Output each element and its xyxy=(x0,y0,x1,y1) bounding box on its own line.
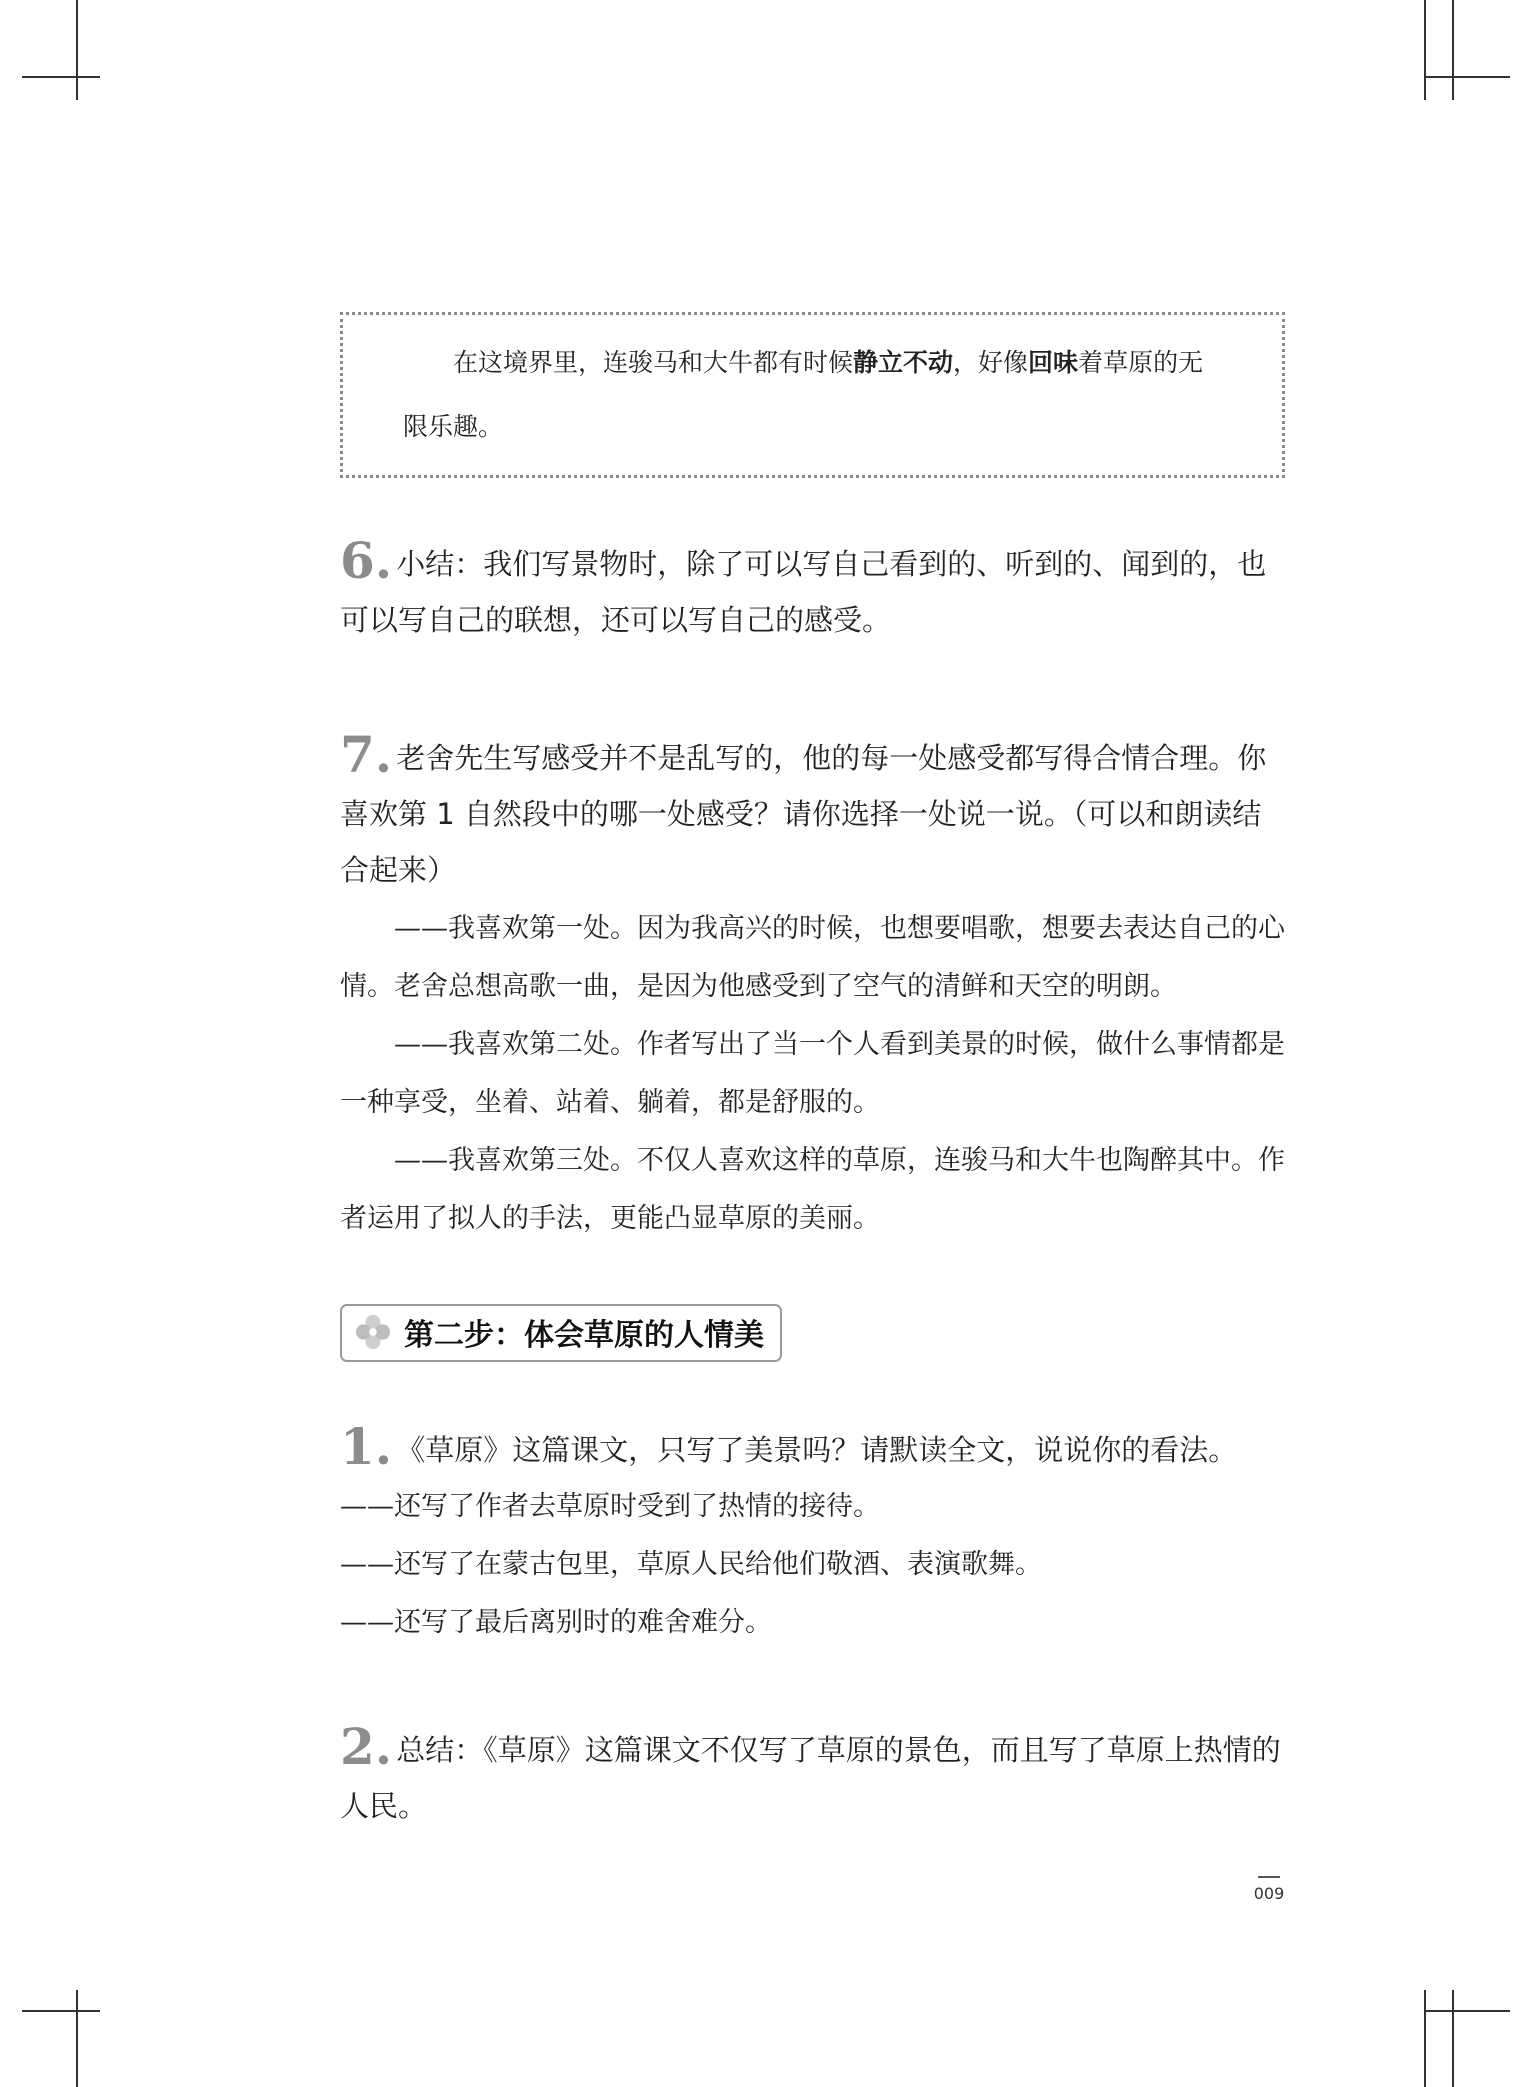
flower-icon xyxy=(354,1313,392,1351)
answer-item: ——我喜欢第二处。作者写出了当一个人看到美景的时候，做什么事情都是一种享受，坐着、站着、躺着，都是舒服的。 xyxy=(340,1029,1285,1118)
quote-bold: 静立不动 xyxy=(853,348,954,377)
quote-bold: 回味 xyxy=(1028,348,1079,377)
crop-mark xyxy=(22,76,100,78)
crop-mark xyxy=(1452,0,1454,100)
quote-part: ，好像 xyxy=(953,348,1029,377)
question-text: 《草原》这篇课文，只写了美景吗？请默读全文，说说你的看法。 xyxy=(396,1433,1238,1467)
page-content xyxy=(340,312,1285,1834)
crop-mark xyxy=(22,2010,100,2012)
quote-text-end: 限乐趣。 xyxy=(403,412,504,441)
crop-mark xyxy=(1424,1990,1426,2087)
quote-part: 着草原的无 xyxy=(1078,348,1204,377)
answer-list xyxy=(340,1478,1285,1652)
question-number: 1. xyxy=(340,1417,393,1476)
answer-item: ——还写了最后离别时的难舍难分。 xyxy=(340,1607,772,1638)
quote-part: 在这境界里，连骏马和大牛都有时候 xyxy=(453,348,854,377)
question-number: 2. xyxy=(340,1717,393,1776)
answer-item: ——我喜欢第三处。不仅人喜欢这样的草原，连骏马和大牛也陶醉其中。作者运用了拟人的手法，更能凸显草原的美丽。 xyxy=(340,1145,1285,1234)
crop-mark xyxy=(1424,76,1510,78)
step-heading-text: 第二步：体会草原的人情美 xyxy=(404,1318,764,1353)
question-7 xyxy=(340,725,1285,898)
quote-text xyxy=(403,331,1222,395)
answer-item: ——我喜欢第一处。因为我高兴的时候，也想要唱歌，想要去表达自己的心情。老舍总想高歌一曲，是因为他感受到了空气的清鲜和天空的明朗。 xyxy=(340,913,1285,1002)
question-6 xyxy=(340,531,1285,648)
answer-list xyxy=(340,900,1285,1248)
page-number xyxy=(1250,1876,1288,1903)
page-number-text: 009 xyxy=(1253,1884,1285,1903)
answer-item: ——还写了作者去草原时受到了热情的接待。 xyxy=(340,1491,880,1522)
question-number: 7. xyxy=(340,725,393,784)
page-number-dash xyxy=(1258,1876,1280,1878)
question-1 xyxy=(340,1417,1285,1478)
question-text: 小结：我们写景物时，除了可以写自己看到的、听到的、闻到的，也可以写自己的联想，还可以写自己的感受。 xyxy=(340,547,1267,637)
step-heading-row xyxy=(340,1304,1285,1362)
question-text: 老舍先生写感受并不是乱写的，他的每一处感受都写得合情合理。你喜欢第 1 自然段中的哪一处感受？请你选择一处说一说。（可以和朗读结合起来） xyxy=(340,741,1267,887)
question-2 xyxy=(340,1717,1285,1834)
question-text: 总结：《草原》这篇课文不仅写了草原的景色，而且写了草原上热情的人民。 xyxy=(340,1733,1281,1823)
crop-mark xyxy=(1424,0,1426,100)
crop-mark xyxy=(1452,1990,1454,2087)
step-heading xyxy=(340,1304,782,1362)
question-number: 6. xyxy=(340,531,393,590)
quote-box xyxy=(340,312,1285,478)
answer-item: ——还写了在蒙古包里，草原人民给他们敬酒、表演歌舞。 xyxy=(340,1549,1042,1580)
crop-mark xyxy=(1424,2010,1510,2012)
crop-mark xyxy=(76,1990,78,2087)
crop-mark xyxy=(76,0,78,100)
